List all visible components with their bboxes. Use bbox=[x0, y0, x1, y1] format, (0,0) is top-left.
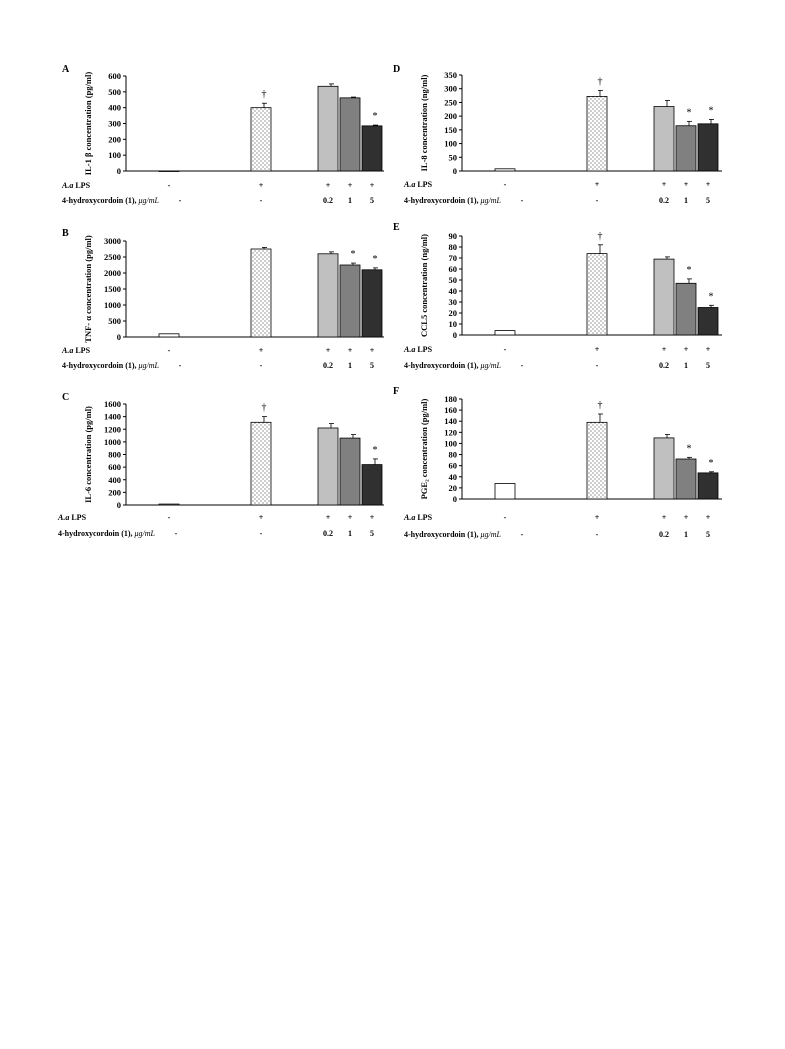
panel-f-dose-value: 0.2 bbox=[659, 530, 669, 539]
panel-f-lps-label: A.a LPS bbox=[404, 513, 433, 522]
panel-e-ytick-label: 60 bbox=[448, 264, 457, 274]
panel-f-bar-0.2 bbox=[654, 438, 674, 499]
panel-a-compound-label: 4-hydroxycordoin (1), μg/mL bbox=[62, 196, 159, 205]
panel-d-dose-value: 0.2 bbox=[659, 196, 669, 205]
panel-e-lps-value: + bbox=[594, 345, 600, 354]
panel-f-dose-value: - bbox=[595, 530, 599, 539]
panel-c-ytick-label: 1400 bbox=[104, 411, 121, 422]
panel-d-dose-value: - bbox=[595, 196, 599, 205]
panel-a-sig-marker: † bbox=[261, 89, 267, 101]
panel-a-ytick-label: 500 bbox=[108, 86, 121, 97]
panel-f-ytick-label: 80 bbox=[448, 449, 457, 460]
panel-b-ytick-label: 2000 bbox=[104, 268, 121, 278]
panel-f-sig-marker: * bbox=[708, 457, 714, 469]
panel-f-ytick-label: 120 bbox=[444, 427, 457, 438]
panel-e-dose-value: - bbox=[595, 361, 599, 370]
panel-f-ytick-label: 160 bbox=[444, 405, 457, 416]
panel-c-lps-value: + bbox=[369, 513, 375, 522]
panel-b-ytick-label: 3000 bbox=[104, 236, 121, 246]
panel-e-dose-value: 5 bbox=[706, 361, 710, 370]
panel-d-dose-value: - bbox=[520, 196, 524, 205]
panel-b-ytick-label: 0 bbox=[116, 332, 121, 342]
panel-f-compound-label: 4-hydroxycordoin (1), μg/mL bbox=[404, 530, 501, 539]
panel-b-lps-value: + bbox=[325, 346, 331, 355]
panel-a-bar-1 bbox=[340, 98, 360, 171]
panel-b-bar-0.2 bbox=[318, 254, 338, 337]
panel-a-ytick-label: 300 bbox=[108, 118, 121, 129]
panel-e-letter: E bbox=[393, 222, 400, 233]
panel-d-lps-label: A.a LPS bbox=[404, 180, 433, 189]
panel-b-compound-label: 4-hydroxycordoin (1), μg/mL bbox=[62, 361, 159, 370]
panel-b-lps-value: + bbox=[347, 346, 353, 355]
panel-e-lps-value: + bbox=[705, 345, 711, 354]
panel-f-dose-value: 1 bbox=[684, 530, 688, 539]
panel-b-ytick-label: 1500 bbox=[104, 284, 121, 294]
panel-c-compound-label: 4-hydroxycordoin (1), μg/mL bbox=[58, 529, 155, 538]
panel-a-dose-value: 1 bbox=[348, 196, 352, 205]
panel-f-letter: F bbox=[393, 386, 400, 397]
panel-f-dose-value: - bbox=[520, 530, 524, 539]
panel-f-sig-marker: † bbox=[597, 400, 603, 411]
panel-b-dose-value: 0.2 bbox=[323, 361, 333, 370]
panel-d-bar-1 bbox=[676, 126, 696, 171]
panel-a-ytick-label: 100 bbox=[108, 150, 121, 161]
panel-c-bar-LPS bbox=[251, 422, 271, 505]
panel-e-ytick-label: 90 bbox=[448, 231, 457, 241]
panel-c-ytick-label: 1200 bbox=[104, 424, 121, 435]
panel-a-dose-value: - bbox=[259, 196, 263, 205]
panel-f-ylabel: PGE₂ concentration (pg/ml) bbox=[419, 398, 429, 500]
panel-e-ytick-label: 30 bbox=[448, 297, 457, 307]
panel-a-ylabel: IL-1 β concentration (pg/ml) bbox=[83, 71, 93, 176]
panel-d-lps-value: + bbox=[683, 180, 689, 189]
panel-b-sig-marker: * bbox=[372, 253, 378, 265]
panel-a-bar-LPS bbox=[251, 108, 271, 171]
panel-a-lps-value: + bbox=[258, 181, 264, 190]
panel-e-bar-1 bbox=[676, 283, 696, 335]
panel-b-dose-value: - bbox=[259, 361, 263, 370]
panel-f-lps-value: + bbox=[683, 513, 689, 522]
panel-b-bar-1 bbox=[340, 265, 360, 337]
panel-a-lps-value: + bbox=[325, 181, 331, 190]
panel-d-ytick-label: 100 bbox=[444, 138, 457, 149]
panel-b-lps-value: + bbox=[369, 346, 375, 355]
panel-a-lps-value: + bbox=[369, 181, 375, 190]
panel-d-bar-LPS bbox=[587, 96, 607, 171]
panel-c-ytick-label: 400 bbox=[108, 474, 121, 485]
panel-c-dose-value: 0.2 bbox=[323, 529, 333, 538]
panel-e-bar-0.2 bbox=[654, 259, 674, 335]
panel-d-letter: D bbox=[393, 64, 401, 75]
panel-e-ylabel: CCL5 concentration (ng/ml) bbox=[419, 234, 429, 337]
panel-b-bar-5 bbox=[362, 270, 382, 337]
panel-d-compound-label: 4-hydroxycordoin (1), μg/mL bbox=[404, 196, 501, 205]
panel-d-ytick-label: 0 bbox=[452, 166, 457, 176]
panel-d-ytick-label: 300 bbox=[444, 83, 457, 94]
panel-d-lps-value: - bbox=[503, 180, 507, 189]
panel-a-ytick-label: 0 bbox=[116, 166, 121, 176]
panel-d-ylabel: IL-8 concentration (ng/ml) bbox=[419, 74, 429, 172]
panel-d-ytick-label: 150 bbox=[444, 124, 457, 135]
panel-e-ytick-label: 10 bbox=[448, 319, 457, 329]
panel-f-sig-marker: * bbox=[686, 443, 692, 455]
panel-d-sig-marker: * bbox=[708, 105, 714, 117]
panel-e-compound-label: 4-hydroxycordoin (1), μg/mL bbox=[404, 361, 501, 370]
panel-d-sig-marker: * bbox=[686, 107, 692, 119]
panel-d-ytick-label: 250 bbox=[444, 97, 457, 108]
panel-a-bar-5 bbox=[362, 126, 382, 171]
panel-b-letter: B bbox=[62, 228, 69, 239]
panel-c-dose-value: 1 bbox=[348, 529, 352, 538]
panel-f-ytick-label: 0 bbox=[452, 494, 457, 504]
panel-a-letter: A bbox=[62, 64, 70, 75]
panel-f-ytick-label: 100 bbox=[444, 438, 457, 449]
panel-e-sig-marker: † bbox=[597, 230, 603, 242]
panel-e-bar-5 bbox=[698, 308, 718, 336]
panel-e-lps-value: + bbox=[683, 345, 689, 354]
panel-d-ytick-label: 50 bbox=[448, 152, 457, 163]
panel-f-ytick-label: 20 bbox=[448, 482, 457, 493]
panel-e-ytick-label: 0 bbox=[452, 330, 457, 340]
panel-c-ytick-label: 600 bbox=[108, 462, 121, 473]
panel-b-lps-label: A.a LPS bbox=[62, 346, 91, 355]
panel-c-lps-value: - bbox=[167, 513, 171, 522]
panel-f-ytick-label: 60 bbox=[448, 460, 457, 471]
panel-c-lps-value: + bbox=[258, 513, 264, 522]
panel-c-ylabel: IL-6 concentration (pg/ml) bbox=[83, 406, 93, 503]
panel-c-letter: C bbox=[62, 392, 70, 403]
panel-f-bar-1 bbox=[676, 459, 696, 499]
panel-a-ytick-label: 400 bbox=[108, 102, 121, 113]
panel-e-ytick-label: 40 bbox=[448, 286, 457, 296]
panel-d-dose-value: 5 bbox=[706, 196, 710, 205]
panel-a-dose-value: 5 bbox=[370, 196, 374, 205]
panel-f-bar-LPS bbox=[587, 422, 607, 499]
panel-c-sig-marker: * bbox=[372, 444, 378, 456]
panel-d-ytick-label: 200 bbox=[444, 111, 457, 122]
panel-c-ytick-label: 1000 bbox=[104, 436, 121, 447]
panel-a-ytick-label: 600 bbox=[108, 71, 121, 81]
panel-d-lps-value: + bbox=[661, 180, 667, 189]
panel-b-ylabel: TNF- α concentration (pg/ml) bbox=[83, 235, 93, 343]
panel-e-bar-LPS bbox=[587, 254, 607, 335]
panel-f-ytick-label: 40 bbox=[448, 471, 457, 482]
panel-b-lps-value: - bbox=[167, 346, 171, 355]
panel-d-lps-value: + bbox=[705, 180, 711, 189]
panel-a-ytick-label: 200 bbox=[108, 134, 121, 145]
panel-b-lps-value: + bbox=[258, 346, 264, 355]
panel-d-dose-value: 1 bbox=[684, 196, 688, 205]
panel-a-bar-control bbox=[159, 171, 179, 172]
panel-a-dose-value: - bbox=[178, 196, 182, 205]
panel-f-bar-control bbox=[495, 483, 515, 499]
panel-d-bar-0.2 bbox=[654, 107, 674, 171]
panel-c-bar-control bbox=[159, 504, 179, 505]
panel-c-bar-5 bbox=[362, 465, 382, 505]
panel-c-lps-value: + bbox=[325, 513, 331, 522]
panel-e-ytick-label: 50 bbox=[448, 275, 457, 285]
panel-b-ytick-label: 2500 bbox=[104, 252, 121, 262]
panel-b-bar-control bbox=[159, 334, 179, 337]
panel-c-bar-0.2 bbox=[318, 428, 338, 505]
panel-a-dose-value: 0.2 bbox=[323, 196, 333, 205]
panel-c-ytick-label: 0 bbox=[116, 500, 121, 510]
panel-a-lps-value: - bbox=[167, 181, 171, 190]
panel-f-lps-value: + bbox=[594, 513, 600, 522]
panel-f-dose-value: 5 bbox=[706, 530, 710, 539]
panel-e-lps-value: - bbox=[503, 345, 507, 354]
panel-b-ytick-label: 500 bbox=[108, 316, 121, 326]
panel-e-sig-marker: * bbox=[686, 264, 692, 276]
panel-b-dose-value: - bbox=[178, 361, 182, 370]
panel-e-sig-marker: * bbox=[708, 291, 714, 303]
panel-a-bar-0.2 bbox=[318, 86, 338, 171]
panel-c-dose-value: 5 bbox=[370, 529, 374, 538]
panel-a-lps-value: + bbox=[347, 181, 353, 190]
panel-d-ytick-label: 350 bbox=[444, 70, 457, 80]
panel-f-lps-value: - bbox=[503, 513, 507, 522]
panel-b-dose-value: 5 bbox=[370, 361, 374, 370]
panel-b-sig-marker: * bbox=[350, 249, 356, 261]
panel-f-ytick-label: 140 bbox=[444, 416, 457, 427]
panel-e-ytick-label: 20 bbox=[448, 308, 457, 318]
panel-a-lps-label: A.a LPS bbox=[62, 181, 91, 190]
panel-b-ytick-label: 1000 bbox=[104, 300, 121, 310]
panel-b-bar-LPS bbox=[251, 249, 271, 337]
panel-f-lps-value: + bbox=[705, 513, 711, 522]
panel-c-ytick-label: 800 bbox=[108, 449, 121, 460]
panel-d-bar-control bbox=[495, 169, 515, 171]
panel-e-ytick-label: 80 bbox=[448, 242, 457, 252]
panel-d-sig-marker: † bbox=[597, 76, 603, 88]
panel-c-ytick-label: 1600 bbox=[104, 399, 121, 409]
panel-e-bar-control bbox=[495, 331, 515, 335]
panel-e-lps-value: + bbox=[661, 345, 667, 354]
panel-a-sig-marker: * bbox=[372, 111, 378, 123]
panel-b-dose-value: 1 bbox=[348, 361, 352, 370]
panel-f-ytick-label: 180 bbox=[444, 394, 457, 404]
panel-f-bar-5 bbox=[698, 473, 718, 499]
panel-f-lps-value: + bbox=[661, 513, 667, 522]
panel-c-dose-value: - bbox=[259, 529, 263, 538]
panel-c-sig-marker: † bbox=[261, 402, 267, 414]
panel-d-bar-5 bbox=[698, 124, 718, 171]
panel-e-ytick-label: 70 bbox=[448, 253, 457, 263]
panel-c-lps-label: A.a LPS bbox=[58, 513, 87, 522]
panel-e-dose-value: 0.2 bbox=[659, 361, 669, 370]
panel-c-bar-1 bbox=[340, 438, 360, 505]
panel-e-lps-label: A.a LPS bbox=[404, 345, 433, 354]
panel-e-dose-value: 1 bbox=[684, 361, 688, 370]
panel-e-dose-value: - bbox=[520, 361, 524, 370]
panel-c-ytick-label: 200 bbox=[108, 487, 121, 498]
panel-d-lps-value: + bbox=[594, 180, 600, 189]
panel-c-lps-value: + bbox=[347, 513, 353, 522]
panel-c-dose-value: - bbox=[174, 529, 178, 538]
